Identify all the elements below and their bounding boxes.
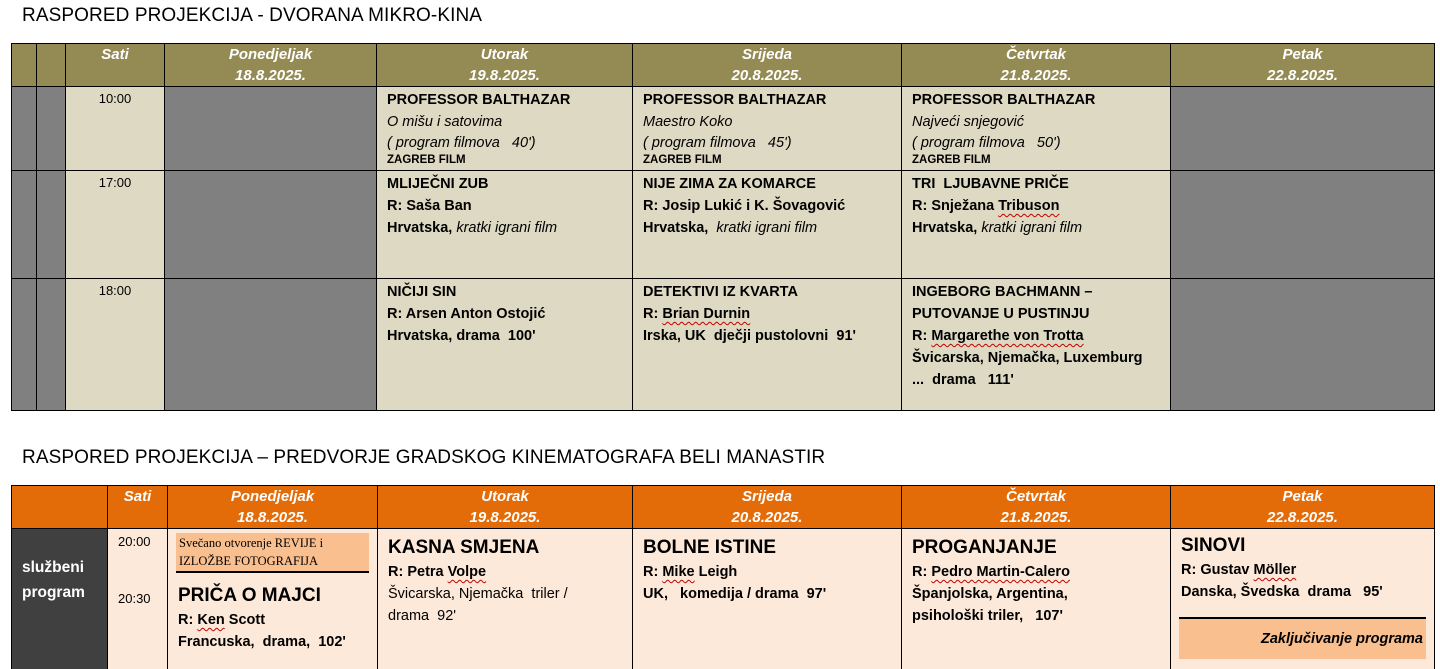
table-row [12,171,1435,279]
section2-title: RASPORED PROJEKCIJA – PREDVORJE GRADSKOG KINEMATOGRAFA BELI MANASTIR [22,447,826,468]
header-row [12,44,1435,87]
time-cell: 20:00 20:30 [108,529,168,669]
time-cell: 17:00 [66,171,165,279]
side-label: službeni [22,559,85,576]
program-cell: MLIJEČNI ZUB R: Saša Ban Hrvatska, kratki igrani film [377,171,633,279]
empty-slot [1171,279,1435,411]
empty-slot [1171,171,1435,279]
time-cell: 18:00 [66,279,165,411]
header-day: Utorak 19.8.2025. [378,486,633,529]
header-row [12,486,1435,529]
header-day: Četvrtak 21.8.2025. [902,44,1171,87]
section1-title: RASPORED PROJEKCIJA - DVORANA MIKRO-KINA [22,5,483,26]
program-cell: INGEBORG BACHMANN – PUTOVANJE U PUSTINJU R: Margarethe von Trotta Švicarska, Njemačka, Luxemburg ... drama 111' [902,279,1171,411]
empty-slot [1171,87,1435,171]
program-cell: PROGANJANJE R: Pedro Martin-Calero Španjolska, Argentina, psihološki triler, 107' [902,529,1171,669]
header-day: Ponedjeljak 18.8.2025. [168,486,378,529]
header-day: Utorak 19.8.2025. [377,44,633,87]
header-day: Srijeda 20.8.2025. [633,44,902,87]
program-cell: PROFESSOR BALTHAZAR Maestro Koko ( program filmova 45') ZAGREB FILM [633,87,902,171]
time-cell: 10:00 [66,87,165,171]
header-day: Četvrtak 21.8.2025. [902,486,1171,529]
header-day: Srijeda 20.8.2025. [633,486,902,529]
header-sati: Sati [66,44,165,87]
program-cell: NIJE ZIMA ZA KOMARCE R: Josip Lukić i K. Šovagović Hrvatska, kratki igrani film [633,171,902,279]
side-label-cell [12,529,108,669]
header-day: Petak 22.8.2025. [1171,44,1435,87]
header-day: Ponedjeljak 18.8.2025. [165,44,377,87]
program-cell: TRI LJUBAVNE PRIČE R: Snježana Tribuson Hrvatska, kratki igrani film [902,171,1171,279]
program-cell: NIČIJI SIN R: Arsen Anton Ostojić Hrvatska, drama 100' [377,279,633,411]
table-row [12,529,1435,669]
header-blank [12,486,108,529]
program-cell: KASNA SMJENA R: Petra Volpe Švicarska, Njemačka triler / drama 92' [378,529,633,669]
empty-slot [165,279,377,411]
table-row [12,279,1435,411]
header-blank [37,44,66,87]
side-label: program [22,584,85,601]
closing-box: Zaključivanje programa [1179,617,1426,659]
program-cell: DETEKTIVI IZ KVARTA R: Brian Durnin Irska, UK dječji pustolovni 91' [633,279,902,411]
header-blank [12,44,37,87]
header-day: Petak 22.8.2025. [1171,486,1435,529]
header-sati: Sati [108,486,168,529]
program-cell: PROFESSOR BALTHAZAR Najveći snjegović ( program filmova 50') ZAGREB FILM [902,87,1171,171]
empty-slot [165,87,377,171]
schedule-table-mikro-kina [11,43,1435,411]
program-cell: PROFESSOR BALTHAZAR O mišu i satovima ( program filmova 40') ZAGREB FILM [377,87,633,171]
opening-box: Svečano otvorenje REVIJE i IZLOŽBE FOTOGRAFIJA [176,533,369,573]
table-row [12,87,1435,171]
program-cell: BOLNE ISTINE R: Mike Leigh UK, komedija / drama 97' [633,529,902,669]
program-cell: SINOVI R: Gustav Möller Danska, Švedska drama 95' Zaključivanje programa [1171,529,1435,669]
program-cell: Svečano otvorenje REVIJE i IZLOŽBE FOTOGRAFIJA PRIČA O MAJCI R: Ken Scott Francuska, drama, 102' [168,529,378,669]
empty-slot [165,171,377,279]
schedule-table-predvorje [11,485,1435,669]
